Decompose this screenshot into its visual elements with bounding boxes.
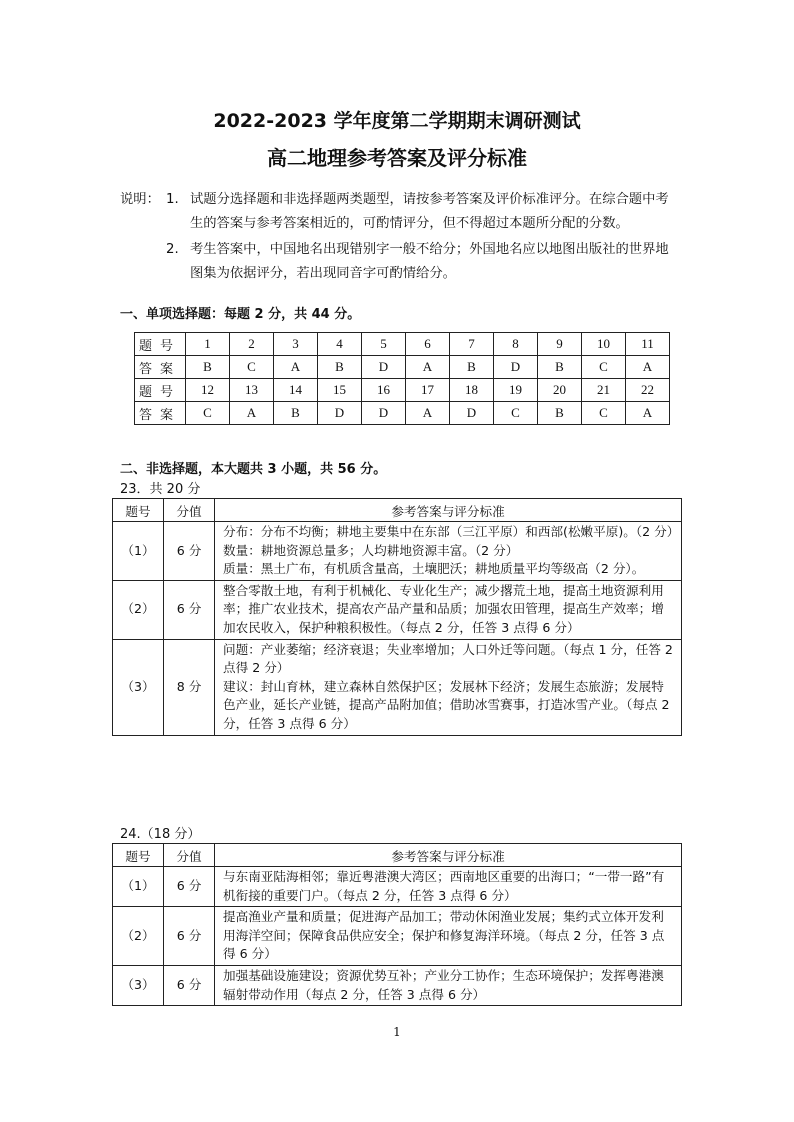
mc-cell: C xyxy=(582,402,626,425)
q24-table xyxy=(112,843,682,1006)
mc-cell: A xyxy=(626,402,670,425)
mc-cell: 9 xyxy=(538,333,582,356)
mc-cell: 18 xyxy=(450,379,494,402)
mc-cell: A xyxy=(406,402,450,425)
score-value: 6 分 xyxy=(164,965,215,1005)
answer-line: 数量：耕地资源总量多；人均耕地资源丰富。（2 分） xyxy=(223,542,519,558)
mc-cell: D xyxy=(450,402,494,425)
question-part-number: （1） xyxy=(113,522,164,581)
instruction-number: 1. xyxy=(166,192,179,207)
instructions-label: 说明： xyxy=(120,192,160,207)
table-header-row xyxy=(113,844,682,867)
score-value: 6 分 xyxy=(164,907,215,966)
col-header-score: 分值 xyxy=(164,844,215,867)
score-value: 6 分 xyxy=(164,580,215,639)
score-value: 8 分 xyxy=(164,639,215,735)
question-part-number: （3） xyxy=(113,639,164,735)
col-header-number: 题号 xyxy=(113,499,164,522)
instruction-number: 2. xyxy=(166,242,179,257)
mc-row xyxy=(135,333,670,356)
answer-row xyxy=(113,522,682,581)
mc-cell: A xyxy=(406,356,450,379)
answer-line: 提高渔业产量和质量；促进海产品加工；带动休闲渔业发展；集约式立体开发利用海洋空间；保障食品供应安全；保护和修复海洋环境。（每点 2 分，任答 3 点得 6 分） xyxy=(223,909,665,962)
mc-cell: C xyxy=(582,356,626,379)
col-header-number: 题号 xyxy=(113,844,164,867)
mc-cell: 22 xyxy=(626,379,670,402)
question-part-number: （1） xyxy=(113,867,164,907)
section1-title: 一、单项选择题：每题 2 分，共 44 分。 xyxy=(120,307,361,322)
mc-cell: C xyxy=(230,356,274,379)
mc-row-label: 答案 xyxy=(135,356,186,379)
section2-title: 二、非选择题，本大题共 3 小题，共 56 分。 xyxy=(120,462,387,477)
answer-row xyxy=(113,907,682,966)
answer-row xyxy=(113,639,682,735)
mc-cell: D xyxy=(494,356,538,379)
mc-cell: 10 xyxy=(582,333,626,356)
mc-cell: 20 xyxy=(538,379,582,402)
question-part-number: （2） xyxy=(113,907,164,966)
document-subtitle: 高二地理参考答案及评分标准 xyxy=(267,146,527,170)
instruction-item xyxy=(120,188,680,236)
q23-table xyxy=(112,498,682,736)
score-value: 6 分 xyxy=(164,867,215,907)
mc-cell: 21 xyxy=(582,379,626,402)
mc-cell: 2 xyxy=(230,333,274,356)
mc-cell: 16 xyxy=(362,379,406,402)
mc-cell: B xyxy=(186,356,230,379)
answer-cell xyxy=(215,639,682,735)
answer-line: 加强基础设施建设；资源优势互补；产业分工协作；生态环境保护；发挥粤港澳辐射带动作用（每点 2 分，任答 3 点得 6 分） xyxy=(223,967,664,1002)
mc-row xyxy=(135,356,670,379)
page-number: 1 xyxy=(393,1025,401,1039)
mc-cell: 19 xyxy=(494,379,538,402)
mc-cell: B xyxy=(538,356,582,379)
mc-cell: C xyxy=(494,402,538,425)
score-value: 6 分 xyxy=(164,522,215,581)
answer-cell xyxy=(215,965,682,1005)
table-header-row xyxy=(113,499,682,522)
mc-cell: 15 xyxy=(318,379,362,402)
mc-cell: 8 xyxy=(494,333,538,356)
col-header-score: 分值 xyxy=(164,499,215,522)
answer-row xyxy=(113,867,682,907)
mc-row-label: 答案 xyxy=(135,402,186,425)
mc-cell: 13 xyxy=(230,379,274,402)
mc-cell: A xyxy=(626,356,670,379)
answer-cell xyxy=(215,522,682,581)
mc-cell: 6 xyxy=(406,333,450,356)
mc-cell: C xyxy=(186,402,230,425)
answer-line: 建议：封山育林，建立森林自然保护区；发展林下经济；发展生态旅游；发展特色产业，延长产业链，提高产品附加值；借助冰雪赛事，打造冰雪产业。（每点 2 分，任答 3 点得 6 分） xyxy=(223,678,670,731)
mc-cell: A xyxy=(274,356,318,379)
multiple-choice-table xyxy=(134,332,670,425)
mc-row-label: 题号 xyxy=(135,333,186,356)
document-title: 2022-2023 学年度第二学期期末调研测试 xyxy=(213,110,581,132)
mc-row-label: 题号 xyxy=(135,379,186,402)
mc-cell: 3 xyxy=(274,333,318,356)
mc-cell: 11 xyxy=(626,333,670,356)
answer-line: 质量：黑土广布，有机质含量高，土壤肥沃；耕地质量平均等级高（2 分）。 xyxy=(223,561,645,577)
answer-cell xyxy=(215,580,682,639)
mc-row xyxy=(135,379,670,402)
mc-cell: B xyxy=(538,402,582,425)
question-part-number: （3） xyxy=(113,965,164,1005)
mc-cell: B xyxy=(318,356,362,379)
answer-line: 问题：产业萎缩；经济衰退；失业率增加；人口外迁等问题。（每点 1 分，任答 2 点得 2 分） xyxy=(223,641,673,676)
answer-row xyxy=(113,580,682,639)
mc-cell: 7 xyxy=(450,333,494,356)
mc-row xyxy=(135,402,670,425)
mc-cell: B xyxy=(450,356,494,379)
answer-line: 分布：分布不均衡；耕地主要集中在东部（三江平原）和西部(松嫩平原)。（2 分） xyxy=(223,524,680,539)
instruction-text: 试题分选择题和非选择题两类题型，请按参考答案及评价标准评分。在综合题中考生的答案与参考答案相近的，可酌情评分，但不得超过本题所分配的分数。 xyxy=(190,192,669,231)
mc-cell: B xyxy=(274,402,318,425)
mc-cell: 5 xyxy=(362,333,406,356)
mc-cell: D xyxy=(318,402,362,425)
q23-heading: 23．共 20 分 xyxy=(120,482,201,497)
question-part-number: （2） xyxy=(113,580,164,639)
answer-cell xyxy=(215,867,682,907)
answer-line: 整合零散土地，有利于机械化、专业化生产；减少撂荒土地，提高土地资源利用率；推广农业技术，提高农产品产量和品质；加强农田管理，提高生产效率；增加农民收入，保护种粮积极性。（每点 2 分，任答 3 点得 6 分） xyxy=(223,582,664,635)
mc-cell: 12 xyxy=(186,379,230,402)
instructions xyxy=(120,188,680,286)
mc-cell: A xyxy=(230,402,274,425)
instruction-item xyxy=(120,238,680,286)
col-header-answer: 参考答案与评分标准 xyxy=(215,844,682,867)
mc-cell: 17 xyxy=(406,379,450,402)
mc-cell: D xyxy=(362,356,406,379)
q24-heading: 24.（18 分） xyxy=(120,827,201,842)
answer-row xyxy=(113,965,682,1005)
mc-cell: 1 xyxy=(186,333,230,356)
mc-cell: 4 xyxy=(318,333,362,356)
col-header-answer: 参考答案与评分标准 xyxy=(215,499,682,522)
mc-cell: D xyxy=(362,402,406,425)
instruction-text: 考生答案中，中国地名出现错别字一般不给分；外国地名应以地图出版社的世界地图集为依据评分，若出现同音字可酌情给分。 xyxy=(190,242,669,281)
answer-cell xyxy=(215,907,682,966)
mc-cell: 14 xyxy=(274,379,318,402)
answer-line: 与东南亚陆海相邻；靠近粤港澳大湾区；西南地区重要的出海口；“一带一路”有机衔接的重要门户。（每点 2 分，任答 3 点得 6 分） xyxy=(223,869,665,903)
